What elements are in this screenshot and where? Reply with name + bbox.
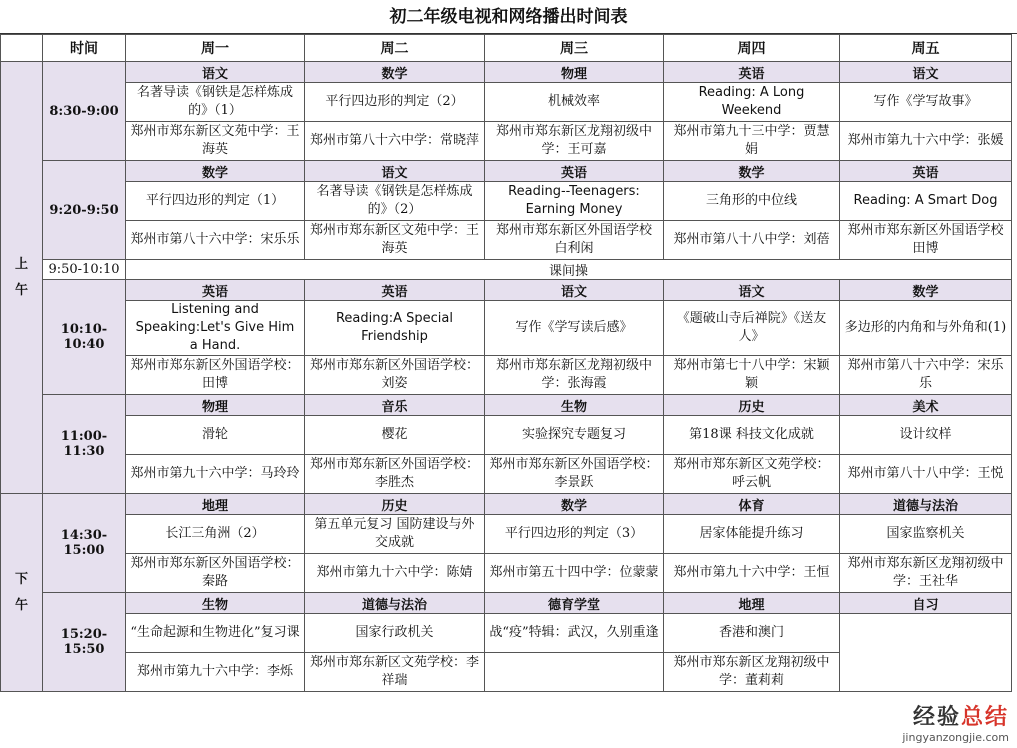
subject-cell: 道德与法治: [305, 593, 485, 614]
subject-cell: 语文: [126, 62, 305, 83]
teacher-cell: 郑州市郑东新区外国语学校：李景跃: [485, 455, 664, 494]
teacher-row: [1, 356, 1012, 395]
subject-cell: 德育学堂: [485, 593, 664, 614]
topic-cell: Reading: A Smart Dog: [840, 182, 1012, 221]
subject-cell: 英语: [305, 280, 485, 301]
schedule-table: [0, 34, 1012, 692]
teacher-cell: 郑州市郑东新区外国语学校 白利闲: [485, 221, 664, 260]
subject-cell: 语文: [840, 62, 1012, 83]
teacher-cell: 郑州市郑东新区龙翔初级中学：王社华: [840, 554, 1012, 593]
period-char: 午: [14, 597, 28, 613]
subject-cell: 生物: [126, 593, 305, 614]
teacher-cell: 郑州市第七十八中学：宋颖颖: [664, 356, 840, 395]
watermark-url: jingyanzongjie.com: [902, 731, 1009, 744]
subject-cell: 语文: [664, 280, 840, 301]
subject-row: [1, 62, 1012, 83]
subject-cell: 英语: [126, 280, 305, 301]
topic-cell: 香港和澳门: [664, 614, 840, 653]
subject-cell: 数学: [485, 494, 664, 515]
teacher-row: [1, 122, 1012, 161]
subject-cell: 地理: [664, 593, 840, 614]
break-row: [1, 260, 1012, 280]
period-char: 午: [14, 282, 28, 298]
teacher-cell: 郑州市郑东新区文苑中学：王海英: [126, 122, 305, 161]
subject-cell: 道德与法治: [840, 494, 1012, 515]
subject-cell: 语文: [305, 161, 485, 182]
subject-cell: 语文: [485, 280, 664, 301]
break-time: 9:50-10:10: [43, 260, 126, 280]
subject-cell: 英语: [485, 161, 664, 182]
teacher-cell: 郑州市郑东新区外国语学校 田博: [840, 221, 1012, 260]
subject-cell: 自习: [840, 593, 1012, 614]
topic-cell: 《题破山寺后禅院》《送友人》: [664, 301, 840, 356]
teacher-cell: 郑州市第九十三中学：贾慧娟: [664, 122, 840, 161]
time-slot: 15:20-15:50: [43, 593, 126, 692]
subject-cell: 历史: [305, 494, 485, 515]
subject-row: [1, 593, 1012, 614]
header-day: 周二: [305, 35, 485, 62]
subject-cell: 音乐: [305, 395, 485, 416]
header-day: 周五: [840, 35, 1012, 62]
topic-row: [1, 301, 1012, 356]
topic-row: [1, 614, 1012, 653]
topic-cell: 名著导读《钢铁是怎样炼成的》（1）: [126, 83, 305, 122]
teacher-cell: 郑州市第八十六中学：常晓萍: [305, 122, 485, 161]
topic-cell: 樱花: [305, 416, 485, 455]
subject-cell: 物理: [126, 395, 305, 416]
topic-cell: 平行四边形的判定（3）: [485, 515, 664, 554]
teacher-cell: 郑州市郑东新区龙翔初级中学：张海霞: [485, 356, 664, 395]
topic-cell: 平行四边形的判定（2）: [305, 83, 485, 122]
topic-row: [1, 83, 1012, 122]
topic-cell: 三角形的中位线: [664, 182, 840, 221]
subject-cell: 地理: [126, 494, 305, 515]
topic-cell: 国家监察机关: [840, 515, 1012, 554]
subject-cell: 生物: [485, 395, 664, 416]
topic-cell: Reading--Teenagers: Earning Money: [485, 182, 664, 221]
period-char: 下: [14, 571, 28, 587]
teacher-cell: 郑州市郑东新区外国语学校：田博: [126, 356, 305, 395]
topic-row: [1, 515, 1012, 554]
teacher-cell: 郑州市第八十八中学：王悦: [840, 455, 1012, 494]
subject-cell: 体育: [664, 494, 840, 515]
watermark-logo: [902, 700, 1009, 744]
teacher-cell: [485, 653, 664, 692]
watermark-text: 经验: [912, 705, 961, 730]
topic-cell: 多边形的内角和与外角和(1): [840, 301, 1012, 356]
time-slot: 9:20-9:50: [43, 161, 126, 260]
page-title: 初二年级电视和网络播出时间表: [0, 0, 1017, 34]
topic-cell: 名著导读《钢铁是怎样炼成的》（2）: [305, 182, 485, 221]
teacher-cell: 郑州市郑东新区龙翔初级中学：王可嘉: [485, 122, 664, 161]
subject-cell: 英语: [664, 62, 840, 83]
header-blank: [1, 35, 43, 62]
topic-cell: 写作《学写故事》: [840, 83, 1012, 122]
teacher-cell: 郑州市郑东新区外国语学校：秦路: [126, 554, 305, 593]
topic-cell: “生命起源和生物进化”复习课: [126, 614, 305, 653]
subject-cell: 数学: [305, 62, 485, 83]
topic-cell: 平行四边形的判定（1）: [126, 182, 305, 221]
teacher-cell: 郑州市第八十六中学：宋乐乐: [840, 356, 1012, 395]
teacher-cell: 郑州市第九十六中学：马玲玲: [126, 455, 305, 494]
teacher-cell: 郑州市郑东新区文苑中学：王海英: [305, 221, 485, 260]
subject-row: [1, 494, 1012, 515]
topic-cell: 实验探究专题复习: [485, 416, 664, 455]
topic-cell: Reading: A Long Weekend: [664, 83, 840, 122]
subject-cell: 数学: [126, 161, 305, 182]
time-slot: 11:00-11:30: [43, 395, 126, 494]
topic-cell: 居家体能提升练习: [664, 515, 840, 554]
subject-cell: 物理: [485, 62, 664, 83]
subject-cell: 历史: [664, 395, 840, 416]
teacher-row: [1, 554, 1012, 593]
teacher-row: [1, 455, 1012, 494]
topic-cell: 写作《学写读后感》: [485, 301, 664, 356]
topic-cell: 第18课 科技文化成就: [664, 416, 840, 455]
subject-row: [1, 161, 1012, 182]
teacher-cell: 郑州市第八十六中学：宋乐乐: [126, 221, 305, 260]
time-slot: 8:30-9:00: [43, 62, 126, 161]
header-day: 周三: [485, 35, 664, 62]
break-label: 课间操: [126, 260, 1012, 280]
header-time: 时间: [43, 35, 126, 62]
topic-row: [1, 416, 1012, 455]
period-char: 上: [14, 256, 28, 272]
subject-cell: 数学: [664, 161, 840, 182]
period-label: [1, 494, 43, 692]
teacher-cell: 郑州市第五十四中学：位蒙蒙: [485, 554, 664, 593]
header-day: 周四: [664, 35, 840, 62]
header-day: 周一: [126, 35, 305, 62]
teacher-cell: 郑州市郑东新区龙翔初级中学：董莉莉: [664, 653, 840, 692]
teacher-cell: 郑州市第九十六中学：张媛: [840, 122, 1012, 161]
topic-cell: Reading:A Special Friendship: [305, 301, 485, 356]
topic-cell: 第五单元复习 国防建设与外交成就: [305, 515, 485, 554]
topic-row: [1, 182, 1012, 221]
teacher-cell: 郑州市第九十六中学：陈婧: [305, 554, 485, 593]
teacher-cell: 郑州市第九十六中学：王恒: [664, 554, 840, 593]
topic-cell: Listening and Speaking:Let's Give Him a Hand.: [126, 301, 305, 356]
topic-cell: 机械效率: [485, 83, 664, 122]
topic-cell: 设计纹样: [840, 416, 1012, 455]
topic-cell: 战“疫”特辑：武汉，久别重逢: [485, 614, 664, 653]
time-slot: 14:30-15:00: [43, 494, 126, 593]
subject-cell: 美术: [840, 395, 1012, 416]
subject-row: [1, 395, 1012, 416]
teacher-cell: 郑州市郑东新区外国语学校：刘姿: [305, 356, 485, 395]
teacher-cell: 郑州市郑东新区外国语学校：李胜杰: [305, 455, 485, 494]
teacher-cell: 郑州市第九十六中学：李烁: [126, 653, 305, 692]
subject-cell: 数学: [840, 280, 1012, 301]
period-label: [1, 62, 43, 494]
topic-cell: 长江三角洲（2）: [126, 515, 305, 554]
teacher-cell: 郑州市郑东新区文苑学校：李祥瑞: [305, 653, 485, 692]
header-row: [1, 35, 1012, 62]
subject-cell: 英语: [840, 161, 1012, 182]
time-slot: 10:10-10:40: [43, 280, 126, 395]
watermark-text-red: 总结: [960, 705, 1009, 730]
topic-cell: 国家行政机关: [305, 614, 485, 653]
topic-cell: [840, 614, 1012, 692]
teacher-cell: 郑州市第八十八中学：刘蓓: [664, 221, 840, 260]
subject-row: [1, 280, 1012, 301]
topic-cell: 滑轮: [126, 416, 305, 455]
teacher-row: [1, 221, 1012, 260]
teacher-cell: 郑州市郑东新区文苑学校：呼云帆: [664, 455, 840, 494]
